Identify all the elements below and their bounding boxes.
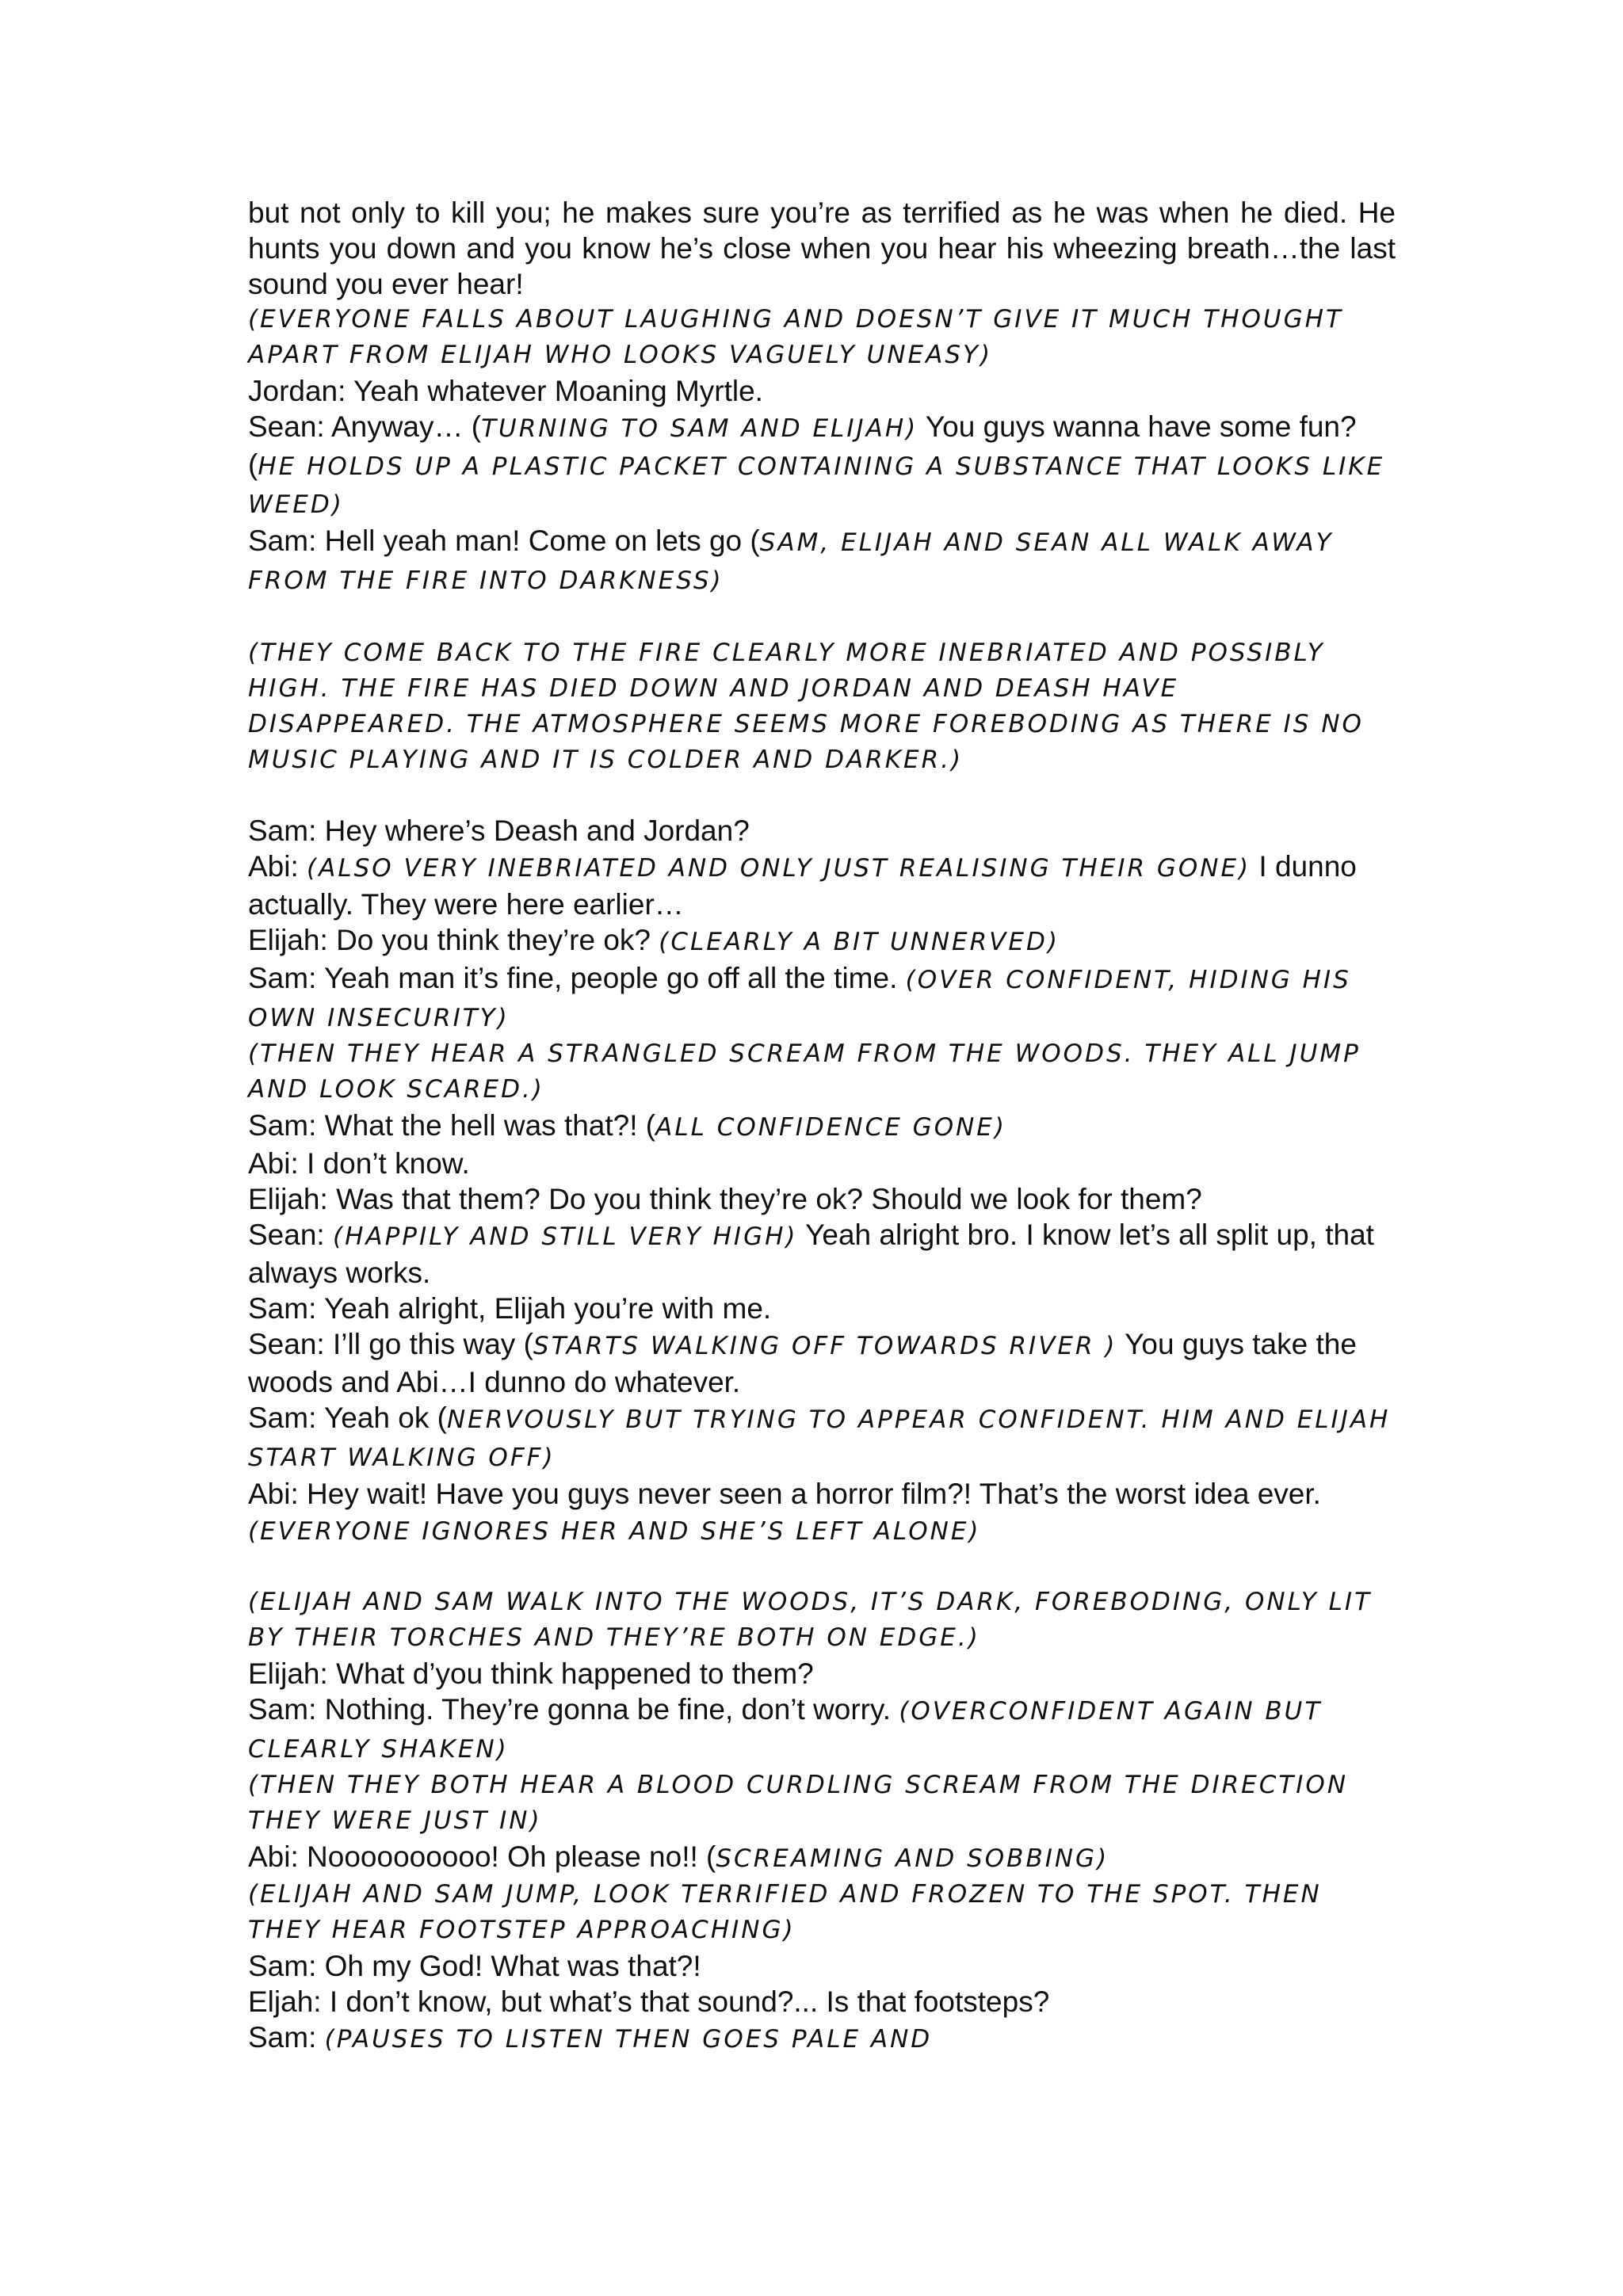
dialogue-text: What d’you think happened to them?: [336, 1657, 814, 1690]
narration-paragraph: but not only to kill you; he makes sure you’re as terrified as he was when he died. He hunts you down and you know he’s close when you hear his wheezing breath…the last sound you ever hear!: [248, 196, 1396, 300]
dialogue-line: [248, 373, 1396, 409]
speaker-name: Sean:: [248, 410, 325, 443]
dialogue-line: [248, 1948, 1396, 1984]
stage-direction: (THEY COME BACK TO THE FIRE CLEARLY MORE INEBRIATED AND POSSIBLY HIGH. THE FIRE HAS DIED DOWN AND JORDAN AND DEASH HAVE DISAPPEARED. THE ATMOSPHERE SEEMS MORE FOREBODING AS THERE IS NO MUSIC PLAYING AND IT IS COLDER AND DARKER.): [248, 639, 1364, 774]
dialogue-text: Yeah alright, Elijah you’re with me.: [323, 1292, 772, 1325]
dialogue-line: [248, 960, 1396, 1036]
dialogue-text: Do you think they’re ok?: [336, 924, 659, 956]
dialogue-text: I don’t know.: [307, 1147, 470, 1180]
speaker-name: Sean:: [248, 1219, 325, 1251]
dialogue-text: Nothing. They’re gonna be fine, don’t worry.: [324, 1693, 899, 1726]
dialogue-text: Yeah ok (: [323, 1402, 447, 1434]
dialogue-line: [248, 849, 1396, 922]
stage-direction: (EVERYONE FALLS ABOUT LAUGHING AND DOESN’T GIVE IT MUCH THOUGHT APART FROM ELIJAH WHO LOOKS VAGUELY UNEASY): [248, 305, 1343, 369]
inline-stage-direction: (HAPPILY AND STILL VERY HIGH): [332, 1222, 798, 1251]
inline-stage-direction: SAM, ELIJAH AND SEAN ALL WALK AWAY FROM THE FIRE INTO DARKNESS): [248, 528, 1334, 595]
speaker-name: Jordan:: [248, 375, 346, 407]
dialogue-line: [248, 813, 1396, 849]
dialogue-text: Yeah whatever Moaning Myrtle.: [353, 375, 763, 407]
dialogue-text: Yeah man it’s fine, people go off all the time.: [323, 962, 906, 994]
inline-stage-direction: (PAUSES TO LISTEN THEN GOES PALE AND: [324, 2025, 933, 2054]
stage-direction: (THEN THEY HEAR A STRANGLED SCREAM FROM THE WOODS. THEY ALL JUMP AND LOOK SCARED.): [248, 1039, 1361, 1104]
dialogue-text: I dunno actually. They were here earlier…: [248, 850, 1357, 921]
dialogue-text: Yeah alright bro. I know let’s all split up, that always works.: [248, 1219, 1374, 1289]
speaker-name: Sam:: [248, 1693, 317, 1726]
inline-stage-direction: TURNING TO SAM AND ELIJAH): [481, 414, 918, 443]
speaker-name: Eljah:: [248, 1985, 322, 2018]
speaker-name: Sam:: [248, 962, 317, 994]
inline-stage-direction: (OVERCONFIDENT AGAIN BUT CLEARLY SHAKEN): [248, 1697, 1323, 1764]
dialogue-text: Hey wait! Have you guys never seen a horror film?! That’s the worst idea ever.: [307, 1478, 1321, 1510]
dialogue-line: [248, 1400, 1396, 1476]
speaker-name: Sam:: [248, 1402, 317, 1434]
inline-stage-direction: STARTS WALKING OFF TOWARDS RIVER ): [533, 1332, 1117, 1360]
dialogue-line: [248, 922, 1396, 960]
speaker-name: Elijah:: [248, 924, 328, 956]
dialogue-text: Oh my God! What was that?!: [324, 1950, 701, 1982]
inline-stage-direction: ALL CONFIDENCE GONE): [655, 1113, 1006, 1142]
stage-direction: (THEN THEY BOTH HEAR A BLOOD CURDLING SCREAM FROM THE DIRECTION THEY WERE JUST IN): [248, 1771, 1349, 1835]
speaker-name: Abi:: [248, 1840, 299, 1873]
dialogue-text: Was that them? Do you think they’re ok? Should we look for them?: [336, 1183, 1202, 1215]
speaker-name: Sean:: [248, 1328, 325, 1360]
dialogue-line: [248, 1291, 1396, 1326]
stage-direction: (ELIJAH AND SAM WALK INTO THE WOODS, IT’S DARK, FOREBODING, ONLY LIT BY THEIR TORCHES AND THEY’RE BOTH ON EDGE.): [248, 1588, 1373, 1652]
speaker-name: Elijah:: [248, 1183, 328, 1215]
speaker-name: Sam:: [248, 2021, 317, 2054]
inline-stage-direction: (EVERYONE IGNORES HER AND SHE’S LEFT ALONE): [248, 1517, 981, 1546]
speaker-name: Sam:: [248, 1950, 317, 1982]
section-gap: [248, 1550, 1396, 1585]
dialogue-line: [248, 1839, 1396, 1877]
dialogue-line: [248, 1146, 1396, 1181]
speaker-name: Elijah:: [248, 1657, 328, 1690]
speaker-name: Sam:: [248, 814, 317, 847]
dialogue-line: [248, 1656, 1396, 1691]
dialogue-line: [248, 409, 1396, 523]
speaker-name: Sam:: [248, 524, 317, 557]
speaker-name: Abi:: [248, 1478, 299, 1510]
dialogue-line: [248, 1691, 1396, 1768]
inline-stage-direction: (ALSO VERY INEBRIATED AND ONLY JUST REALISING THEIR GONE): [307, 854, 1251, 883]
speaker-name: Abi:: [248, 1147, 299, 1180]
stage-direction: (ELIJAH AND SAM JUMP, LOOK TERRIFIED AND FROZEN TO THE SPOT. THEN THEY HEAR FOOTSTEP APPROACHING): [248, 1880, 1322, 1944]
dialogue-text: I’ll go this way (: [332, 1328, 533, 1360]
script-page: [248, 195, 1396, 2058]
speaker-name: Abi:: [248, 850, 299, 883]
dialogue-line: [248, 2019, 1396, 2058]
dialogue-text: I don’t know, but what’s that sound?... Is that footsteps?: [329, 1985, 1050, 2018]
dialogue-text: What the hell was that?! (: [324, 1109, 656, 1142]
dialogue-line: [248, 1181, 1396, 1217]
dialogue-line: [248, 523, 1396, 599]
speaker-name: Sam:: [248, 1292, 317, 1325]
speaker-name: Sam:: [248, 1109, 317, 1142]
inline-stage-direction: (CLEARLY A BIT UNNERVED): [659, 928, 1060, 956]
dialogue-text: You guys wanna have some fun? (: [248, 410, 1357, 481]
dialogue-text: You guys take the woods and Abi…I dunno do whatever.: [248, 1328, 1357, 1398]
dialogue-line: [248, 1217, 1396, 1291]
inline-stage-direction: NERVOUSLY BUT TRYING TO APPEAR CONFIDENT. HIM AND ELIJAH START WALKING OFF): [248, 1405, 1391, 1472]
dialogue-line: [248, 1108, 1396, 1146]
dialogue-text: Anyway… (: [330, 410, 482, 443]
inline-stage-direction: SCREAMING AND SOBBING): [716, 1844, 1109, 1873]
dialogue-text: Hell yeah man! Come on lets go (: [324, 524, 760, 557]
section-gap: [248, 778, 1396, 813]
dialogue-line: [248, 1326, 1396, 1400]
dialogue-text: Noooooooooo! Oh please no!! (: [307, 1840, 716, 1873]
inline-stage-direction: HE HOLDS UP A PLASTIC PACKET CONTAINING A SUBSTANCE THAT LOOKS LIKE WEED): [248, 452, 1385, 519]
dialogue-line: [248, 1476, 1396, 1550]
dialogue-text: Hey where’s Deash and Jordan?: [324, 814, 750, 847]
section-gap: [248, 599, 1396, 635]
inline-stage-direction: (OVER CONFIDENT, HIDING HIS OWN INSECURITY): [248, 966, 1351, 1032]
dialogue-line: [248, 1984, 1396, 2019]
